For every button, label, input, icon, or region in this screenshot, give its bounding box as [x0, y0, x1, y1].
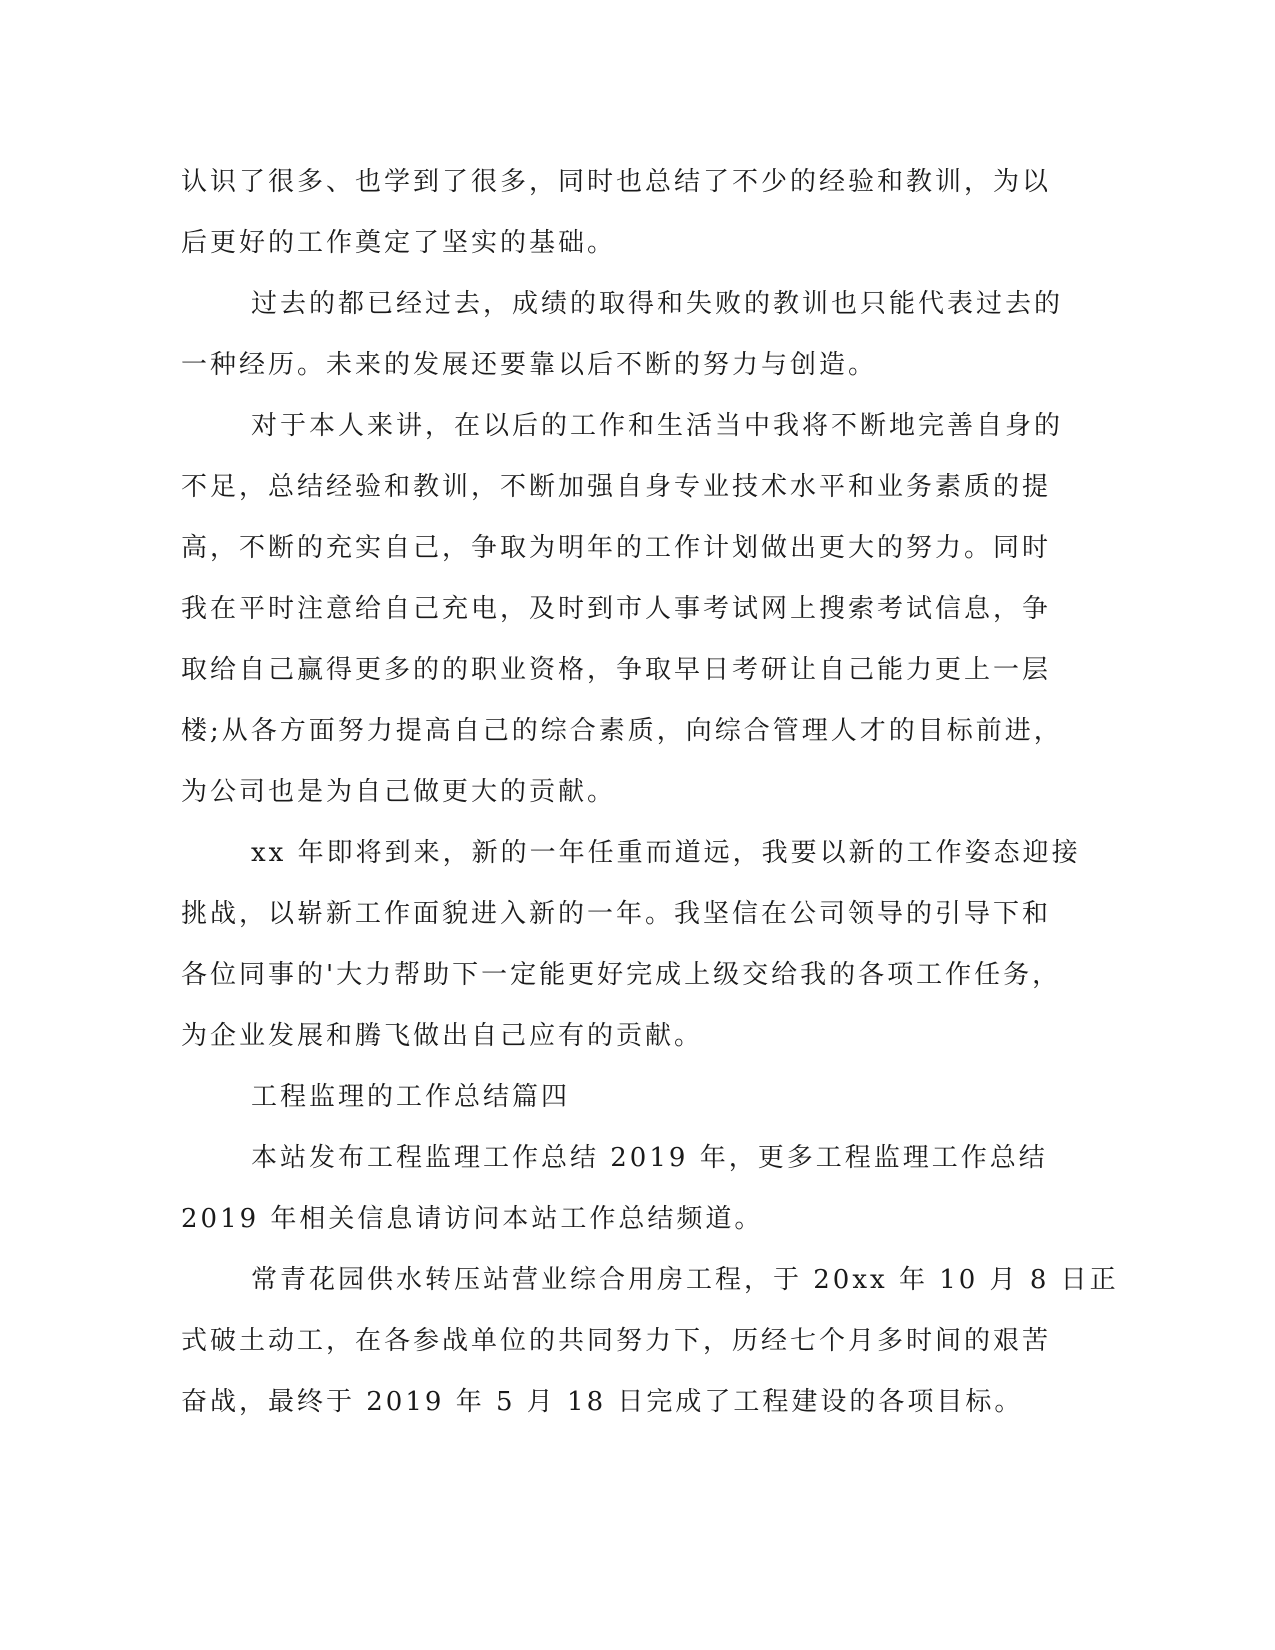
text-line: xx 年即将到来，新的一年任重而道远，我要以新的工作姿态迎接: [251, 838, 1081, 868]
text-line: 2019 年相关信息请访问本站工作总结频道。: [181, 1204, 764, 1234]
text-line: 取给自己赢得更多的的职业资格，争取早日考研让自己能力更上一层: [181, 655, 1052, 685]
text-line: 奋战，最终于 2019 年 5 月 18 日完成了工程建设的各项目标。: [181, 1387, 1024, 1417]
text-line: 式破土动工，在各参战单位的共同努力下，历经七个月多时间的艰苦: [181, 1326, 1052, 1356]
document-body: [181, 160, 1119, 1441]
section-heading: 工程监理的工作总结篇四: [251, 1082, 571, 1112]
text-line: 我在平时注意给自己充电，及时到市人事考试网上搜索考试信息，争: [181, 594, 1052, 624]
text-line: 一种经历。未来的发展还要靠以后不断的努力与创造。: [181, 350, 878, 380]
text-line: 高，不断的充实自己，争取为明年的工作计划做出更大的努力。同时: [181, 533, 1052, 563]
text-line: 对于本人来讲，在以后的工作和生活当中我将不断地完善自身的: [251, 411, 1064, 441]
text-line: 认识了很多、也学到了很多，同时也总结了不少的经验和教训，为以: [181, 167, 1052, 197]
text-line: 楼;从各方面努力提高自己的综合素质，向综合管理人才的目标前进，: [181, 716, 1063, 746]
text-line: 为公司也是为自己做更大的贡献。: [181, 777, 617, 807]
text-line: 各位同事的'大力帮助下一定能更好完成上级交给我的各项工作任务，: [181, 960, 1062, 990]
text-line: 本站发布工程监理工作总结 2019 年，更多工程监理工作总结: [251, 1143, 1048, 1173]
text-line: 后更好的工作奠定了坚实的基础。: [181, 228, 617, 258]
text-line: 常青花园供水转压站营业综合用房工程，于 20xx 年 10 月 8 日正: [251, 1265, 1119, 1295]
text-line: 为企业发展和腾飞做出自己应有的贡献。: [181, 1021, 704, 1051]
text-line: 过去的都已经过去，成绩的取得和失败的教训也只能代表过去的: [251, 289, 1064, 319]
text-line: 挑战，以崭新工作面貌进入新的一年。我坚信在公司领导的引导下和: [181, 899, 1052, 929]
text-line: 不足，总结经验和教训，不断加强自身专业技术水平和业务素质的提: [181, 472, 1052, 502]
